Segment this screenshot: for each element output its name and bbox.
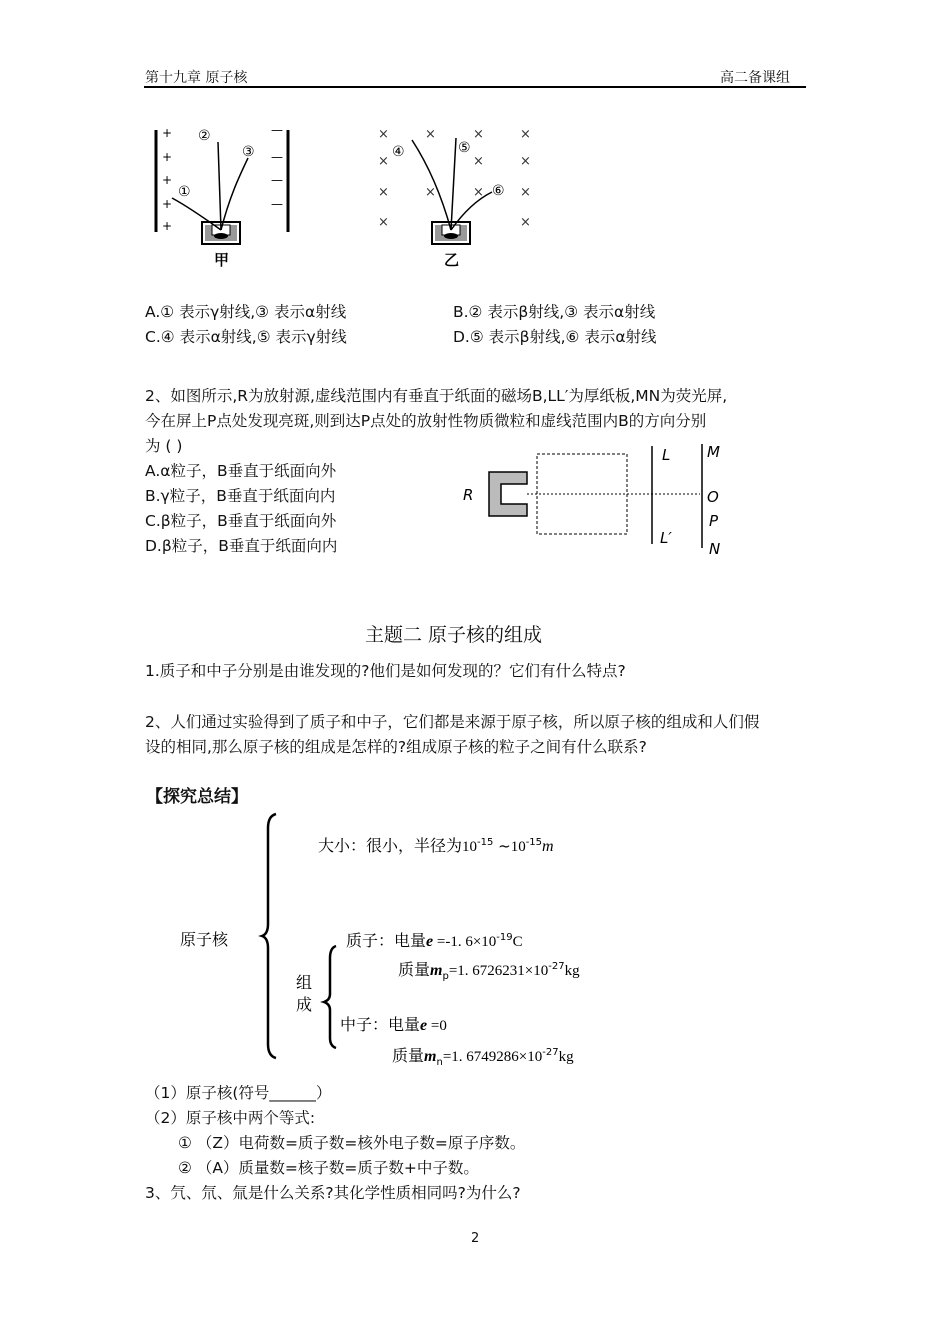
page-number: 2 — [471, 1231, 480, 1246]
trajectory-1 — [172, 198, 221, 230]
svg-text:×: × — [520, 215, 531, 230]
q1-option-d: D.⑤ 表示β射线,⑥ 表示α射线 — [453, 328, 657, 346]
minus-sign: — — [271, 150, 283, 164]
screen-experiment-figure — [455, 440, 755, 565]
proton-charge-line: 质子：电量e =-1. $6\times 10^{-19}C$ — [346, 931, 523, 950]
q1-option-c: C.④ 表示α射线,⑤ 表示γ射线 — [145, 328, 347, 346]
svg-text:×: × — [378, 154, 389, 169]
q2-option-d: D.β粒子，B垂直于纸面向内 — [145, 537, 338, 555]
plus-sign: + — [162, 173, 173, 187]
topic2-title: 主题二 原子核的组成 — [365, 624, 543, 646]
q2-option-a: A.α粒子，B垂直于纸面向外 — [145, 462, 337, 480]
proton-mass-line: 质量$m_p=1$. $6726231\times 10^{-27}kg$ — [398, 960, 580, 982]
topic2-question2-line1: 2、人们通过实验得到了质子和中子，它们都是来源于原子核，所以原子核的组成和人们假 — [145, 713, 760, 731]
label-1: ① — [178, 184, 191, 200]
label-l: L — [662, 446, 671, 464]
q2-option-c: C.β粒子，B垂直于纸面向外 — [145, 512, 337, 530]
trajectory-5 — [451, 138, 456, 230]
label-5: ⑤ — [458, 140, 471, 156]
q2-stem-line1: 2、如图所示,R为放射源,虚线范围内有垂直于纸面的磁场B,LL′为厚纸板,MN为荧光屏, — [145, 387, 728, 405]
svg-text:×: × — [520, 154, 531, 169]
svg-text:×: × — [378, 185, 389, 200]
label-p: P — [709, 512, 719, 530]
q2-stem-line2: 今在屏上P点处发现亮斑,则到达P点处的放射性物质微粒和虚线范围内B的方向分别 — [145, 412, 707, 430]
label-3: ③ — [242, 144, 255, 160]
svg-text:×: × — [378, 127, 389, 142]
question3: 3、氕、氘、氚是什么关系?其化学性质相同吗?为什么? — [145, 1184, 521, 1202]
composition-label-cheng: 成 — [296, 995, 313, 1014]
nucleus-composition-diagram — [170, 808, 640, 1070]
trajectory-3 — [221, 158, 248, 230]
minus-sign: — — [271, 123, 283, 137]
header-chapter: 第十九章 原子核 — [145, 70, 248, 86]
size-line: 大小：很小，半径为$10^{-15}$ $\sim 10^{-15}m$ — [318, 836, 554, 855]
composition-brace — [324, 946, 336, 1048]
neutron-mass-line: 质量$m_n=1$. $6749286\times 10^{-27}kg$ — [392, 1046, 574, 1068]
label-yi: 乙 — [444, 251, 460, 269]
header-rule — [144, 86, 806, 88]
composition-label-zu: 组 — [296, 973, 313, 992]
q1-option-a: A.① 表示γ射线,③ 表示α射线 — [145, 303, 347, 321]
magnetic-field-region — [537, 454, 627, 534]
minus-sign: — — [271, 173, 283, 187]
minus-sign: — — [271, 197, 283, 211]
label-m: M — [707, 443, 720, 461]
svg-text:×: × — [473, 127, 484, 142]
svg-text:×: × — [520, 127, 531, 142]
svg-text:×: × — [473, 154, 484, 169]
label-jia: 甲 — [214, 251, 230, 269]
trajectory-2 — [218, 142, 221, 230]
header-group: 高二备课组 — [720, 70, 790, 86]
q2-stem-line3: 为 ( ) — [145, 437, 183, 455]
svg-text:×: × — [425, 185, 436, 200]
label-o: O — [707, 488, 719, 506]
plus-sign: + — [162, 150, 173, 164]
svg-text:×: × — [425, 127, 436, 142]
radioactive-source-r — [489, 472, 527, 516]
svg-text:×: × — [473, 185, 484, 200]
label-n: N — [709, 540, 721, 558]
note-symbol: （1）原子核(符号______） — [145, 1084, 332, 1102]
main-brace — [262, 814, 276, 1058]
q1-option-b: B.② 表示β射线,③ 表示α射线 — [453, 303, 656, 321]
topic2-question1: 1.质子和中子分别是由谁发现的?他们是如何发现的？它们有什么特点? — [145, 662, 626, 680]
plus-sign: + — [162, 219, 173, 233]
note-equation-mass: ② （A）质量数=核子数=质子数+中子数。 — [178, 1159, 479, 1177]
summary-heading: 【探究总结】 — [146, 787, 248, 807]
note-equations-heading: （2）原子核中两个等式: — [145, 1109, 316, 1127]
radiation-deflection-figure — [140, 120, 560, 270]
plus-sign: + — [162, 197, 173, 211]
label-l-prime: L′ — [660, 529, 672, 547]
label-r: R — [463, 486, 474, 504]
svg-text:×: × — [378, 215, 389, 230]
label-2: ② — [198, 128, 211, 144]
neutron-charge-line: 中子：电量e =0 — [340, 1015, 447, 1034]
label-4: ④ — [392, 144, 405, 160]
label-6: ⑥ — [492, 183, 505, 199]
svg-text:×: × — [520, 185, 531, 200]
plus-sign: + — [162, 126, 173, 140]
q2-option-b: B.γ粒子，B垂直于纸面向内 — [145, 487, 336, 505]
topic2-question2-line2: 设的相同,那么原子核的组成是怎样的?组成原子核的粒子之间有什么联系? — [145, 738, 647, 756]
note-equation-charge: ① （Z）电荷数=质子数=核外电子数=原子序数。 — [178, 1134, 526, 1152]
nucleus-label: 原子核 — [180, 930, 229, 949]
